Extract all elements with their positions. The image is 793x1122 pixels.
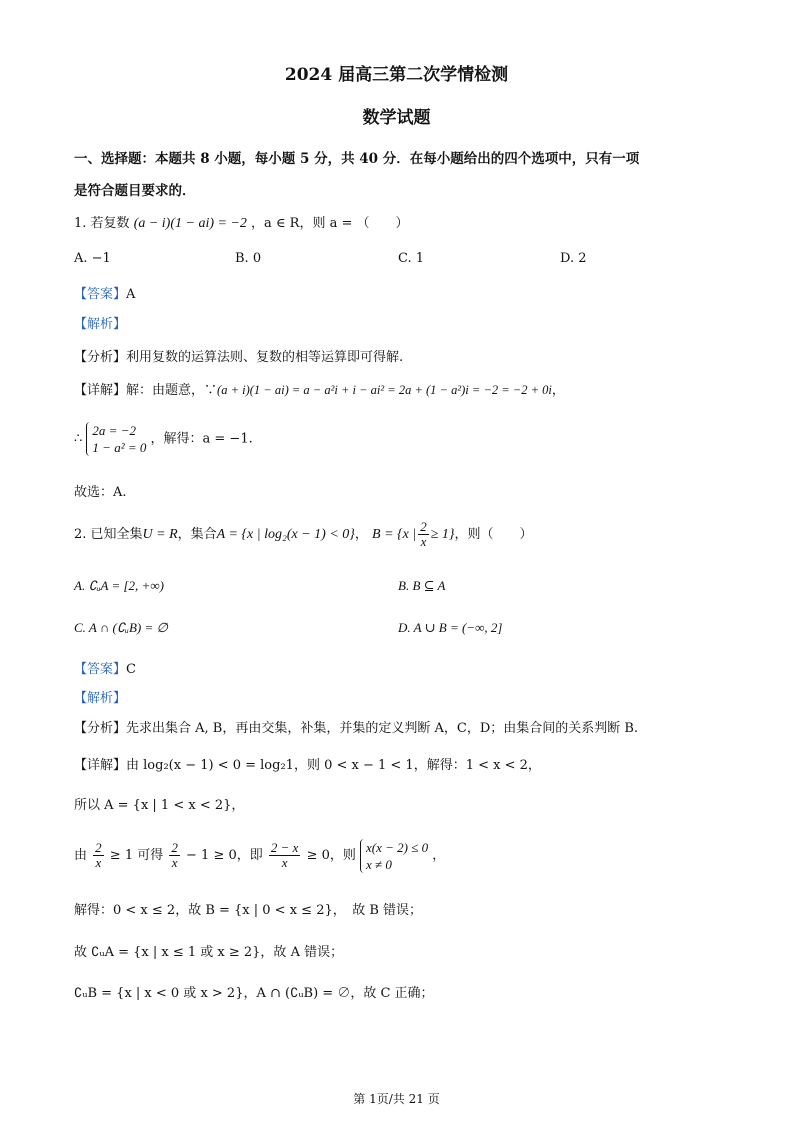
q1-condition: ，a ∈ R，则 a = （ ）	[251, 216, 409, 231]
page-title: 2024 届高三第二次学情检测	[284, 65, 509, 85]
q2-option-b: B. B ⊆ A	[398, 578, 446, 593]
q2-system-line1: x(x − 2) ≤ 0	[366, 839, 429, 855]
q2-fraction-1	[93, 841, 104, 870]
q2-fenxi	[74, 720, 638, 738]
q2-f2-num: 2	[171, 840, 178, 855]
q2-analysis-tag: 【解析】	[74, 691, 127, 706]
q2-mid2: ，	[354, 527, 368, 542]
q2-system-line2: x ≠ 0	[366, 856, 392, 872]
q2-fraction-2	[169, 841, 180, 870]
q1-expression: (a − i)(1 − ai) = −2	[133, 216, 247, 231]
q1-analysis-tag: 【解析】	[74, 317, 127, 332]
q2-d3-e: ，	[432, 848, 446, 863]
q2-f3-num: 2 − x	[270, 840, 299, 855]
q2-answer	[74, 661, 136, 679]
q1-option-a: A. −1	[74, 251, 111, 266]
q2-f1-den: x	[95, 855, 102, 870]
q1-conclusion: 故选：A.	[74, 485, 127, 500]
q2-d3-b: ≥ 1 可得	[109, 848, 164, 863]
q2-detail-line6: ∁ᵤB = {x | x < 0 或 x > 2}，A ∩ (∁ᵤB) = ∅，故 C 正确；	[74, 986, 434, 1001]
q2-universal-set: U = R	[142, 527, 178, 542]
q2-fenxi-text: 先求出集合 A, B，再由交集，补集，并集的定义判断 A，C，D；由集合间的关系判断 B.	[126, 721, 639, 736]
q1-answer	[74, 286, 135, 304]
q2-option-a: A. ∁ᵤA = [2, +∞)	[74, 578, 164, 593]
q2-d3-a: 由	[74, 848, 88, 863]
q2-d3-d: ≥ 0，则	[306, 848, 356, 863]
q2-option-c: C. A ∩ (∁ᵤB) = ∅	[74, 620, 168, 635]
q1-equation-system	[86, 422, 146, 456]
q2-set-a: A = {x | log₂(x − 1) < 0}	[216, 527, 355, 542]
q1-detail-text: 解：由题意，∵	[126, 383, 218, 398]
q1-option-b: B. 0	[235, 251, 262, 266]
q2-d3-c: − 1 ≥ 0，即	[186, 848, 263, 863]
question-2-stem	[74, 520, 533, 550]
section-heading-line2: 是符合题目要求的．	[74, 183, 196, 199]
page-footer: 第 1页/共 21 页	[353, 1092, 440, 1106]
q1-detail-expression: (a + i)(1 − ai) = a − a²i + i − ai² = 2a + (1 − a²)i = −2 = −2 + 0i	[217, 383, 552, 397]
q1-fenxi	[74, 349, 403, 367]
therefore-symbol: ∴	[74, 431, 83, 447]
page-subtitle: 数学试题	[362, 108, 431, 128]
q1-detail-tag: 【详解】	[74, 383, 127, 398]
q2-set-b-prefix: B = {x |	[372, 527, 417, 542]
q2-f3-den: x	[281, 855, 288, 870]
q2-detail-line2: 所以 A = {x | 1 < x < 2}，	[74, 798, 245, 813]
q2-answer-value: C	[126, 662, 136, 677]
q2-detail-line4: 解得：0 < x ≤ 2，故 B = {x | 0 < x ≤ 2}， 故 B 错误；	[74, 903, 423, 918]
q2-f2-den: x	[171, 855, 178, 870]
q2-mid1: ，集合	[177, 527, 217, 542]
q1-system-eq1: 2a = −2	[92, 423, 136, 438]
q2-option-d: D. A ∪ B = (−∞, 2]	[398, 620, 503, 635]
q2-fenxi-tag: 【分析】	[74, 721, 127, 736]
q2-answer-tag: 【答案】	[74, 662, 127, 677]
q2-set-b-fraction	[418, 520, 429, 549]
q1-answer-tag: 【答案】	[74, 287, 127, 302]
q1-solution: ，解得：a = −1.	[150, 431, 253, 447]
q2-detail-tag: 【详解】	[74, 758, 127, 773]
q1-option-c: C. 1	[398, 251, 425, 266]
q2-set-b-suffix: ≥ 1}	[430, 527, 455, 542]
q2-set-b-denominator: x	[420, 534, 427, 549]
q2-prefix: 2. 已知全集	[74, 527, 143, 542]
section-heading-line1: 一、选择题：本题共 8 小题，每小题 5 分，共 40 分．在每小题给出的四个选项中，只有一项	[74, 151, 640, 167]
q1-detail-end: ，	[551, 383, 565, 398]
q2-f1-num: 2	[95, 840, 102, 855]
q2-set-b-numerator: 2	[420, 519, 427, 534]
question-1-stem	[74, 215, 409, 233]
q2-inequality-system	[360, 839, 428, 873]
q1-fenxi-tag: 【分析】	[74, 350, 127, 365]
q2-end: ，则（ ）	[454, 527, 533, 542]
q2-detail	[74, 757, 541, 775]
q1-fenxi-text: 利用复数的运算法则、复数的相等运算即可得解.	[126, 350, 404, 365]
q1-option-d: D. 2	[560, 251, 587, 266]
q2-detail-line1: 由 log₂(x − 1) < 0 = log₂1，则 0 < x − 1 < 1，解得：1 < x < 2，	[126, 758, 541, 773]
q1-answer-value: A	[126, 287, 136, 302]
q2-detail-line5: 故 ∁ᵤA = {x | x ≤ 1 或 x ≥ 2}，故 A 错误；	[74, 945, 344, 960]
q1-prefix: 1. 若复数	[74, 216, 130, 231]
q1-system	[74, 422, 253, 457]
q1-detail	[74, 381, 565, 400]
q1-system-eq2: 1 − a² = 0	[92, 440, 147, 455]
q2-detail-line3	[74, 838, 445, 874]
q2-fraction-3	[269, 841, 301, 870]
